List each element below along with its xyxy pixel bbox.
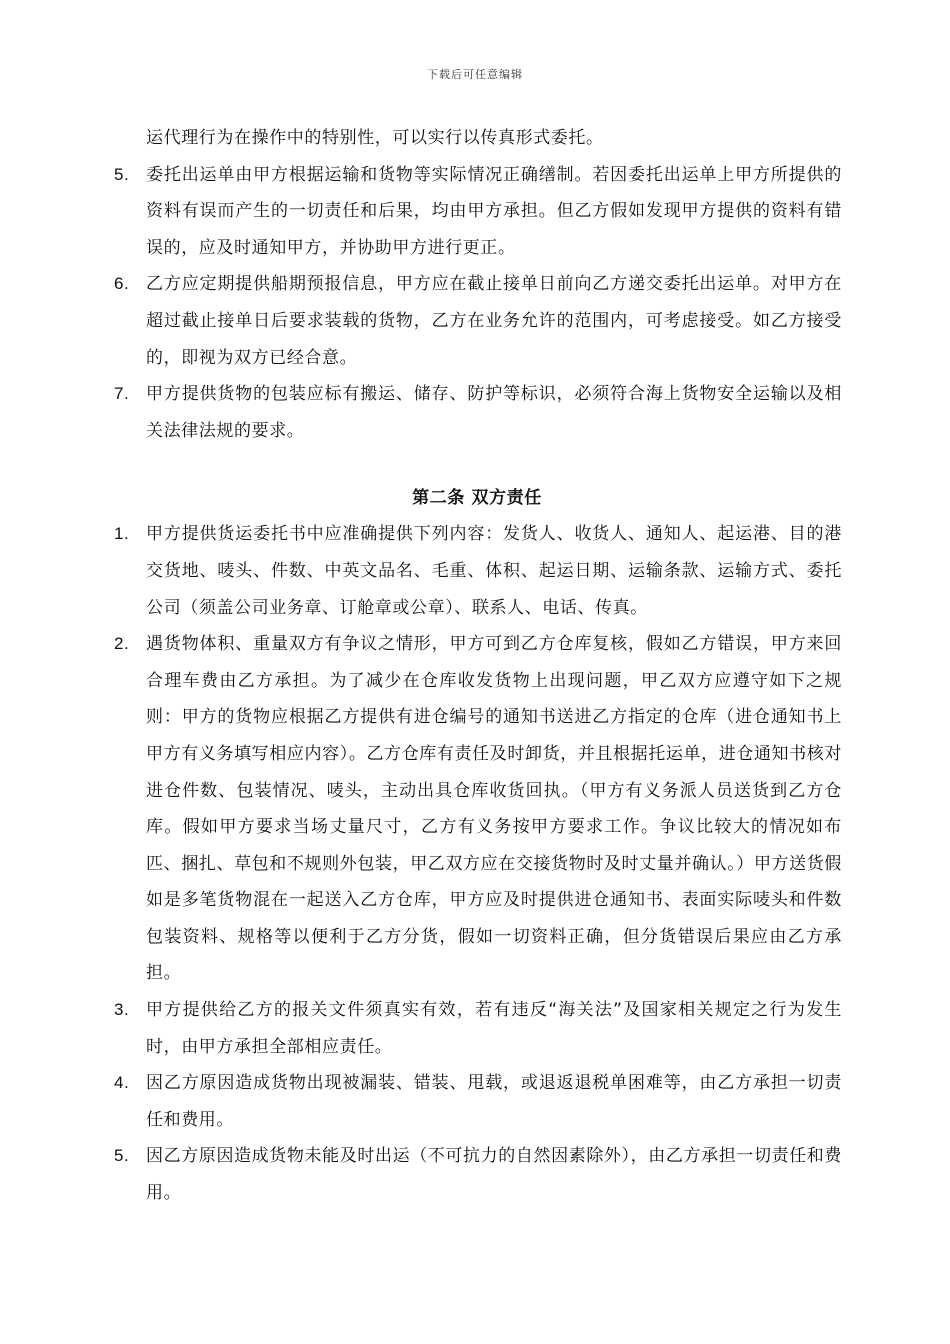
item-number: 7.: [114, 384, 130, 404]
item-text: 甲方提供货物的包装应标有搬运、储存、防护等标识，必须符合海上货物安全运输以及相关法律法规的要求。: [146, 384, 842, 441]
list-item: [112, 626, 842, 992]
item-number: 5.: [114, 164, 130, 184]
continued-paragraph: 运代理行为在操作中的特别性，可以实行以传真形式委托。: [146, 128, 604, 148]
list-item: [112, 1138, 842, 1211]
list-item: [112, 157, 842, 267]
item-text: 甲方提供货运委托书中应准确提供下列内容：发货人、收货人、通知人、起运港、目的港交货地、唛头、件数、中英文品名、毛重、体积、起运日期、运输条款、运输方式、委托公司（须盖公司业务章、订舱章或公章）、联系人、电话、传真。: [146, 524, 842, 618]
list-item: [112, 1065, 842, 1138]
item-text: 乙方应定期提供船期预报信息，甲方应在截止接单日前向乙方递交委托出运单。对甲方在超过截止接单日后要求装载的货物，乙方在业务允许的范围内，可考虑接受。如乙方接受的，即视为双方已经合意。: [146, 274, 842, 368]
list-item: [112, 516, 842, 626]
item-text: 甲方提供给乙方的报关文件须真实有效，若有违反“海关法”及国家相关规定之行为发生时，由甲方承担全部相应责任。: [146, 1000, 842, 1057]
item-number: 5.: [114, 1146, 130, 1166]
list-item: [112, 376, 842, 449]
document-body: [112, 120, 842, 1212]
item-text: 因乙方原因造成货物出现被漏装、错装、甩载，或退返退税单困难等，由乙方承担一切责任和费用。: [146, 1073, 842, 1130]
section-title: 第二条 双方责任: [412, 488, 542, 509]
item-text: 委托出运单由甲方根据运输和货物等实际情况正确缮制。若因委托出运单上甲方所提供的资料有误而产生的一切责任和后果，均由甲方承担。但乙方假如发现甲方提供的资料有错误的，应及时通知甲方，并协助甲方进行更正。: [146, 164, 842, 258]
item-number: 3.: [114, 1000, 130, 1020]
item-number: 4.: [114, 1073, 130, 1093]
page-header: 下载后可任意编辑: [427, 68, 523, 81]
item-number: 2.: [114, 634, 130, 654]
item-text: 遇货物体积、重量双方有争议之情形，甲方可到乙方仓库复核，假如乙方错误，甲方来回合理车费由乙方承担。为了减少在仓库收发货物上出现问题，甲乙双方应遵守如下之规则：甲方的货物应根据乙方提供有进仓编号的通知书送进乙方指定的仓库（进仓通知书上甲方有义务填写相应内容）。乙方仓库有责任及时卸货，并且根据托运单，进仓通知书核对进仓件数、包装情况、唛头，主动出具仓库收货回执。（甲方有义务派人员送货到乙方仓库。假如甲方要求当场丈量尺寸，乙方有义务按甲方要求工作。争议比较大的情况如布匹、捆扎、草包和不规则外包装，甲乙双方应在交接货物时及时丈量并确认。）甲方送货假如是多笔货物混在一起送入乙方仓库，甲方应及时提供进仓通知书、表面实际唛头和件数包装资料、规格等以便利于乙方分货，假如一切资料正确，但分货错误后果应由乙方承担。: [146, 634, 842, 984]
list-item: [112, 992, 842, 1065]
item-number: 6.: [114, 274, 130, 294]
item-text: 因乙方原因造成货物未能及时出运（不可抗力的自然因素除外），由乙方承担一切责任和费用。: [146, 1146, 842, 1204]
list-item: [112, 266, 842, 376]
item-number: 1.: [114, 524, 130, 544]
